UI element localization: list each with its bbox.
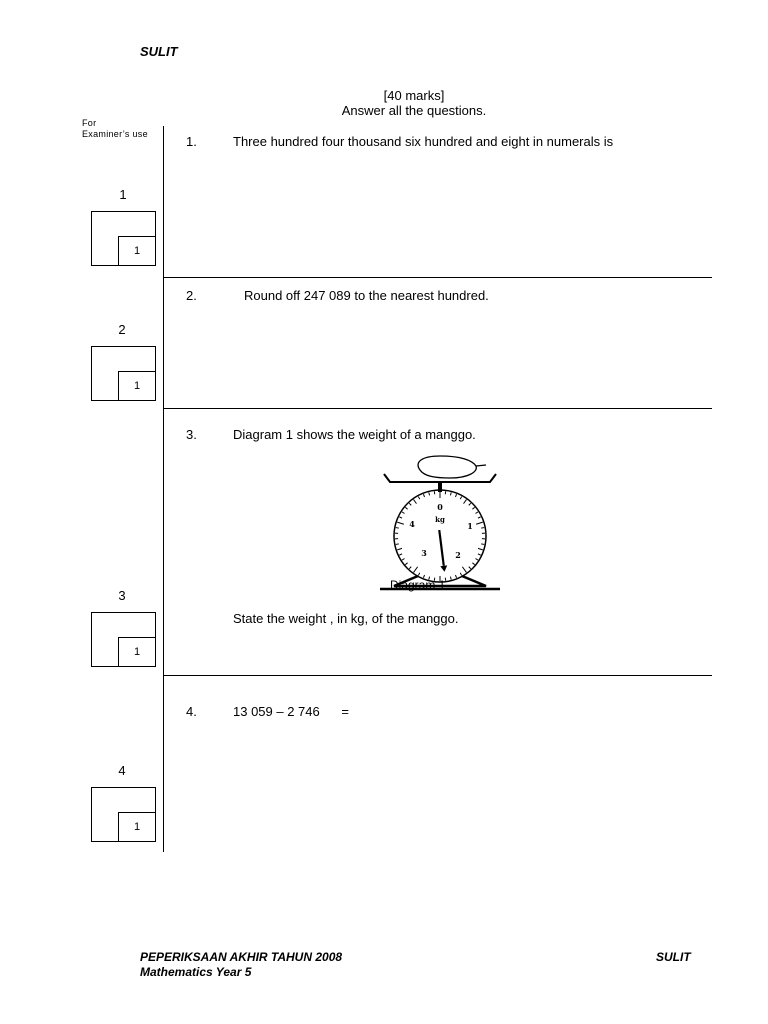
dial-tick	[402, 559, 405, 561]
dial-tick	[414, 500, 417, 504]
footer-subject: Mathematics Year 5	[140, 965, 252, 979]
mark-box-label: 1	[119, 187, 127, 202]
question-divider	[163, 277, 712, 278]
dial-label-3: 3	[421, 548, 427, 558]
dial-label-1: 1	[467, 521, 473, 531]
examiner-label-line1: For	[82, 118, 97, 128]
dial-tick	[478, 554, 481, 555]
dial-tick	[478, 517, 481, 518]
margin-line	[163, 277, 164, 408]
mark-box	[91, 346, 156, 401]
mark-box	[91, 211, 156, 266]
dial-tick	[460, 573, 461, 576]
dial-tick	[476, 522, 483, 524]
mark-box-score: 1	[118, 637, 156, 667]
question-number: 4.	[186, 704, 197, 719]
dial-label-2: 2	[455, 550, 461, 560]
mark-box	[91, 612, 156, 667]
margin-line	[163, 408, 164, 676]
instruction: Answer all the questions.	[341, 103, 487, 118]
dial-tick	[472, 507, 474, 509]
dial-tick	[396, 528, 399, 529]
mark-box-label: 2	[118, 322, 126, 337]
dial-tick	[414, 567, 418, 573]
dial-tick	[397, 548, 402, 550]
dial-tick	[475, 512, 478, 514]
dial-tick	[399, 554, 402, 555]
question-text: Diagram 1 shows the weight of a manggo.	[233, 427, 476, 442]
dial-tick	[481, 544, 484, 545]
question-subtext: State the weight , in kg, of the manggo.	[233, 611, 459, 626]
examiner-label-line2: Examiner’s use	[82, 129, 148, 139]
dial-needle	[439, 530, 444, 566]
dial-tick	[455, 494, 456, 497]
dial-tick	[469, 503, 471, 505]
dial-tick	[418, 497, 419, 500]
mark-box-score: 1	[118, 236, 156, 266]
question-text: Three hundred four thousand six hundred and eight in numerals is	[233, 134, 614, 149]
question-divider	[163, 408, 712, 409]
dial-tick	[397, 522, 404, 524]
dial-tick	[429, 492, 430, 495]
mango-shape	[418, 456, 476, 478]
diagram-caption: Diagram 1	[390, 578, 446, 592]
question-text: 13 059 – 2 746 =	[233, 704, 350, 719]
question-divider	[163, 675, 712, 676]
dial-tick	[472, 563, 474, 565]
mark-box-label: 4	[118, 763, 126, 778]
mark-box-score: 1	[118, 371, 156, 401]
dial-tick	[405, 563, 407, 565]
mark-box-score: 1	[118, 812, 156, 842]
dial-tick	[478, 548, 483, 550]
dial-tick	[396, 544, 399, 545]
dial-tick	[460, 497, 461, 500]
margin-line	[163, 126, 164, 277]
total-marks: [40 marks]	[383, 88, 445, 103]
weighing-scale-diagram	[380, 452, 500, 594]
question-number: 3.	[186, 427, 197, 442]
sulit-header: SULIT	[140, 44, 178, 59]
mark-box	[91, 787, 156, 842]
dial-label-0: 0	[437, 502, 443, 512]
examiner-label	[82, 118, 148, 140]
dial-unit: kg	[435, 515, 445, 524]
dial-tick	[469, 567, 471, 569]
question-number: 2.	[186, 288, 197, 303]
dial-tick	[418, 573, 419, 576]
dial-tick	[423, 494, 424, 497]
dial-tick	[402, 512, 405, 514]
dial-tick	[481, 528, 484, 529]
dial-tick	[455, 575, 456, 578]
question-number: 1.	[186, 134, 197, 149]
dial-tick	[462, 567, 466, 573]
dial-tick	[475, 559, 478, 561]
dial-tick	[409, 567, 411, 569]
mango-stem	[476, 465, 486, 466]
mark-box-label: 3	[118, 588, 126, 603]
margin-line	[163, 676, 164, 852]
dial-tick	[450, 577, 451, 580]
dial-label-4: 4	[409, 519, 415, 529]
dial-tick	[409, 503, 411, 505]
dial-needle-head	[440, 565, 447, 571]
dial-tick	[450, 492, 451, 495]
footer-sulit: SULIT	[656, 950, 691, 964]
scale-svg	[380, 452, 500, 594]
footer-exam-title: PEPERIKSAAN AKHIR TAHUN 2008	[140, 950, 343, 964]
dial-tick	[405, 507, 407, 509]
dial-tick	[399, 517, 402, 518]
question-text: Round off 247 089 to the nearest hundred.	[244, 288, 489, 303]
dial-tick	[464, 500, 467, 504]
